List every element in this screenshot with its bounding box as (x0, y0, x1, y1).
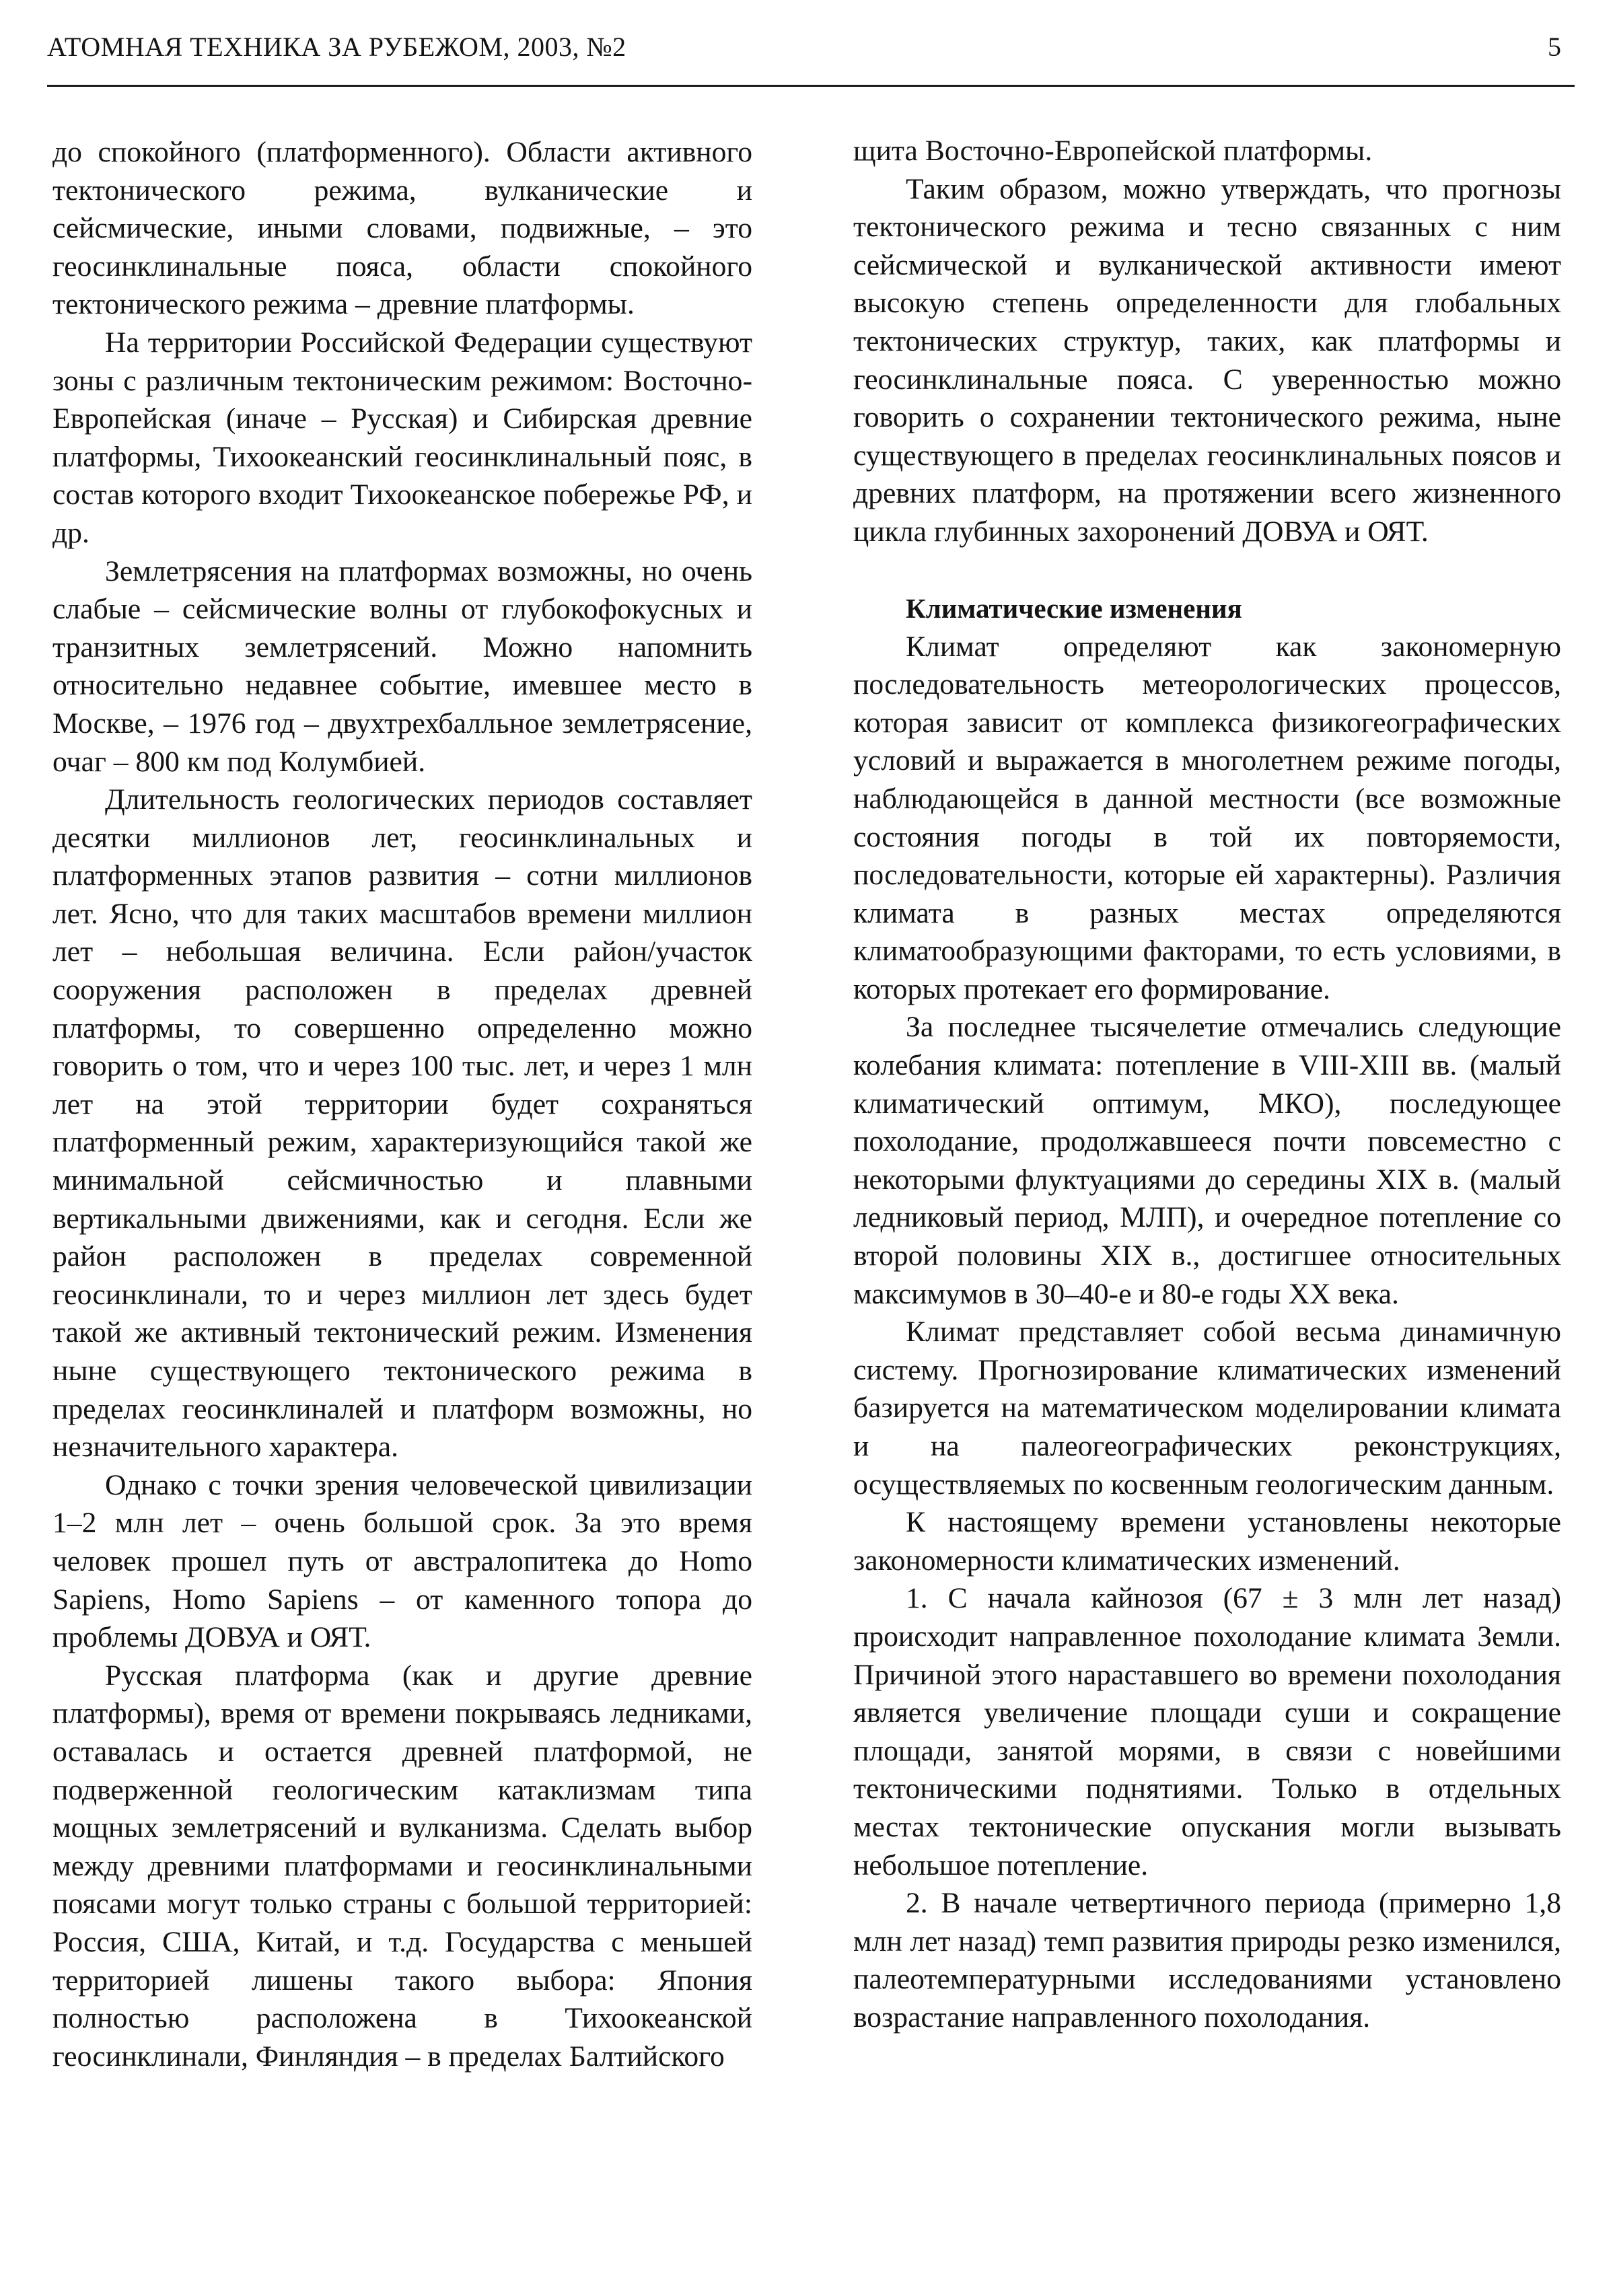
paragraph: Длительность геологических периодов составляет десятки миллионов лет, геосинклинальных и платформенных этапов развития – сотни миллионов лет. Ясно, что для таких масштабов времени миллион лет – небольшая величина. Если район/участок сооружения расположен в пределах древней платформы, то совершенно определенно можно говорить о том, что и через 100 тыс. лет, и через 1 млн лет на этой территории будет сохраняться платформенный режим, характеризующийся такой же минимальной сейсмичностью и плавными вертикальными движениями, как и сегодня. Если же район расположен в пределах современной геосинклинали, то и через миллион лет здесь будет такой же активный тектонический режим. Изменения ныне существующего тектонического режима в пределах геосинклиналей и платформ возможны, но незначительного характера. (52, 783, 752, 1464)
paragraph: до спокойного (платформенного). Области активного тектонического режима, вулканические и сейсмические, иными словами, подвижные, – это геосинклинальные пояса, области спокойного тектонического режима – древние платформы. (52, 136, 752, 321)
right-column (853, 132, 1561, 2037)
paragraph: Однако с точки зрения человеческой цивилизации 1–2 млн лет – очень большой срок. За это время человек прошел путь от австралопитека до Homo Sapiens, Homo Sapiens – от каменного топора до проблемы ДОВУА и ОЯТ. (52, 1468, 752, 1654)
section-heading: Климатические изменения (906, 592, 1242, 624)
journal-title: АТОМНАЯ ТЕХНИКА ЗА РУБЕЖОМ, 2003, №2 (47, 32, 626, 62)
page-number: 5 (1548, 32, 1561, 62)
paragraph: Землетрясения на платформах возможны, но очень слабые – сейсмические волны от глубокофокусных и транзитных землетрясений. Можно напомнить относительно недавнее событие, имевшее место в Москве, – 1976 год – двухтрехбалльное землетрясение, очаг – 800 км под Колумбией. (52, 554, 752, 778)
paragraph: Русская платформа (как и другие древние платформы), время от времени покрываясь ледниками, оставалась и остается древней платформой, не подверженной геологическим катаклизмам типа мощных землетрясений и вулканизма. Сделать выбор между древними платформами и геосинклинальными поясами могут только страны с большой территорией: Россия, США, Китай, и т.д. Государства с меньшей территорией лишены такого выбора: Япония полностью расположена в Тихоокеанской геосинклинали, Финляндия – в пределах Балтийского (52, 1659, 752, 2073)
paragraph: На территории Российской Федерации существуют зоны с различным тектоническим режимом: Восточно-Европейская (иначе – Русская) и Сибирская древние платформы, Тихоокеанский геосинклинальный пояс, в состав которого входит Тихоокеанское побережье РФ, и др. (52, 326, 752, 549)
paragraph-continuation: щита Восточно-Европейской платформы. (853, 135, 1373, 167)
left-column (52, 133, 752, 2075)
paragraph: Таким образом, можно утверждать, что прогнозы тектонического режима и тесно связанных с ним сейсмической и вулканической активности имеют высокую степень определенности для глобальных тектонических структур, таких, как платформы и геосинклинальные пояса. С уверенностью можно говорить о сохранении тектонического режима, ныне существующего в пределах геосинклинальных поясов и древних платформ, на протяжении всего жизненного цикла глубинных захоронений ДОВУА и ОЯТ. (853, 172, 1561, 548)
paragraph: 2. В начале четвертичного периода (примерно 1,8 млн лет назад) темп развития природы резко изменился, палеотемпературными исследованиями установлено возрастание направленного похолодания. (853, 1887, 1561, 2034)
page-header (47, 26, 1575, 87)
paragraph: К настоящему времени установлены некоторые закономерности климатических изменений. (853, 1506, 1561, 1577)
paragraph: 1. С начала кайнозоя (67 ± 3 млн лет назад) происходит направленное похолодание климата Земли. Причиной этого нараставшего во времени похолодания является увеличение площади суши и сокращение площади, занятой морями, в связи с новейшими тектоническими поднятиями. Только в отдельных местах тектонические опускания могли вызывать небольшое потепление. (853, 1582, 1561, 1881)
paragraph: За последнее тысячелетие отмечались следующие колебания климата: потепление в VIII-XIII вв. (малый климатический оптимум, МКО), последующее похолодание, продолжавшееся почти повсеместно с некоторыми флуктуациями до середины XIX в. (малый ледниковый период, МЛП), и очередное потепление со второй половины XIX в., достигшее относительных максимумов в 30–40-е и 80-е годы XX века. (853, 1011, 1561, 1310)
paragraph: Климат представляет собой весьма динамичную систему. Прогнозирование климатических изменений базируется на математическом моделировании климата и на палеогеографических реконструкциях, осуществляемых по косвенным геологическим данным. (853, 1316, 1561, 1501)
paragraph: Климат определяют как закономерную последовательность метеорологических процессов, которая зависит от комплекса физикогеографических условий и выражается в многолетнем режиме погоды, наблюдающейся в данной местности (все возможные состояния погоды в той их повторяемости, последовательности, которые ей характерны). Различия климата в разных местах определяются климатообразующими факторами, то есть условиями, в которых протекает его формирование. (853, 630, 1561, 1005)
